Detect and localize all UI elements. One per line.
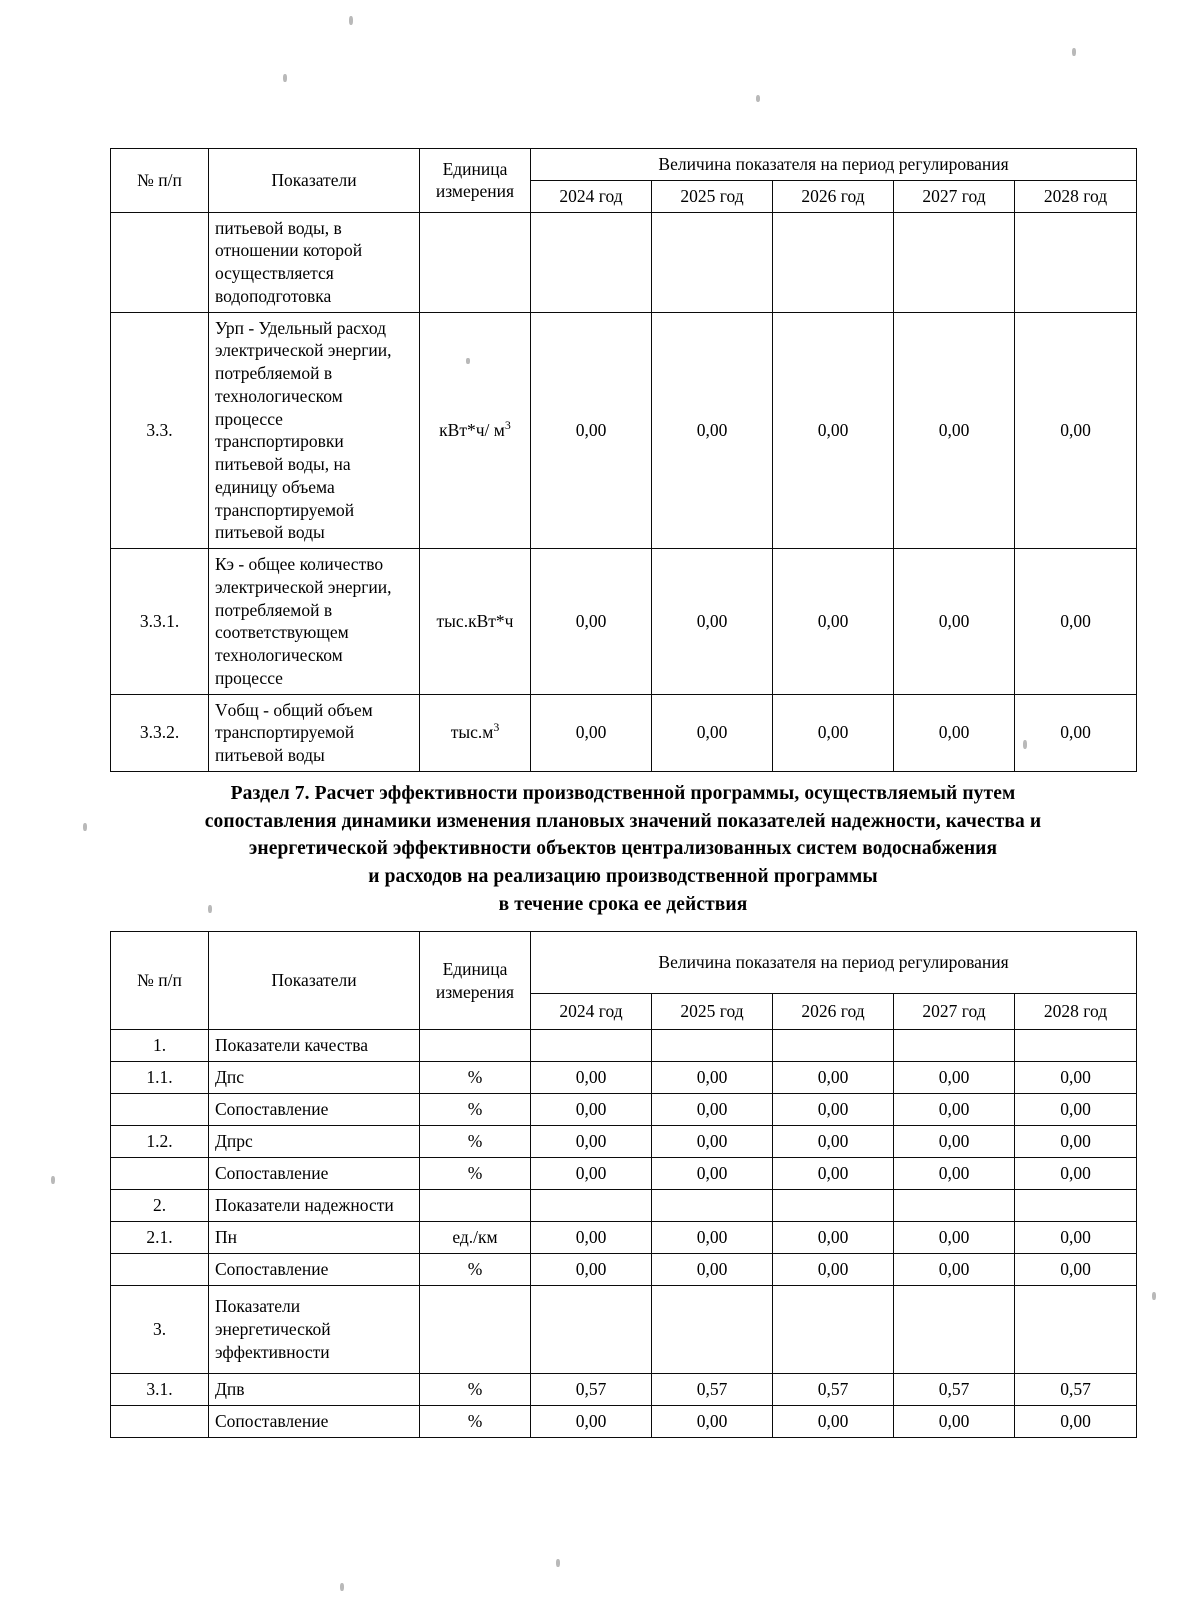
cell-value-2027: 0,00 bbox=[894, 1406, 1015, 1438]
table-row bbox=[111, 1254, 1137, 1286]
scan-speck bbox=[283, 74, 287, 82]
cell-value-2027 bbox=[894, 1190, 1015, 1222]
cell-indicator: Урп - Удельный расход электрической энергии, потребляемой в технологическом процессе транспортировки питьевой воды, на единицу объема транспортируемой питьевой воды bbox=[209, 312, 420, 549]
cell-row-number: 3.3. bbox=[111, 312, 209, 549]
cell-value-2027: 0,00 bbox=[894, 549, 1015, 695]
table-row bbox=[111, 212, 1137, 312]
cell-value-2024: 0,00 bbox=[531, 1406, 652, 1438]
header-year-2025: 2025 год bbox=[652, 994, 773, 1030]
header-col-group-period: Величина показателя на период регулирования bbox=[531, 149, 1137, 181]
cell-indicator: Сопоставление bbox=[209, 1158, 420, 1190]
header-year-2025: 2025 год bbox=[652, 180, 773, 212]
cell-row-number bbox=[111, 1406, 209, 1438]
cell-unit bbox=[420, 1190, 531, 1222]
cell-value-2027: 0,00 bbox=[894, 694, 1015, 771]
cell-row-number: 1.2. bbox=[111, 1126, 209, 1158]
header-col-unit bbox=[420, 932, 531, 1030]
header-year-2028: 2028 год bbox=[1015, 994, 1137, 1030]
cell-unit bbox=[420, 694, 531, 771]
cell-indicator: Кэ - общее количество электрической энергии, потребляемой в соответствующем технологическом процессе bbox=[209, 549, 420, 695]
table-row bbox=[111, 1406, 1137, 1438]
section-heading-line-2: сопоставления динамики изменения плановых значений показателей надежности, качества и bbox=[204, 810, 1042, 832]
cell-value-2028: 0,00 bbox=[1015, 1222, 1137, 1254]
cell-value-2026: 0,00 bbox=[773, 1094, 894, 1126]
cell-value-2026 bbox=[773, 1030, 894, 1062]
cell-value-2027 bbox=[894, 212, 1015, 312]
header-col-indicator: Показатели bbox=[209, 932, 420, 1030]
cell-value-2027: 0,00 bbox=[894, 1126, 1015, 1158]
cell-unit bbox=[420, 212, 531, 312]
cell-value-2024: 0,00 bbox=[531, 694, 652, 771]
cell-unit-superscript: 3 bbox=[504, 418, 511, 433]
cell-value-2024 bbox=[531, 212, 652, 312]
cell-value-2028: 0,00 bbox=[1015, 1126, 1137, 1158]
cell-value-2028 bbox=[1015, 1190, 1137, 1222]
header-year-2024: 2024 год bbox=[531, 994, 652, 1030]
cell-unit: % bbox=[420, 1406, 531, 1438]
header-col-unit-line2: измерения bbox=[435, 181, 515, 202]
cell-row-number: 1. bbox=[111, 1030, 209, 1062]
cell-value-2027 bbox=[894, 1030, 1015, 1062]
cell-value-2025 bbox=[652, 1190, 773, 1222]
cell-value-2024: 0,00 bbox=[531, 549, 652, 695]
cell-row-number bbox=[111, 212, 209, 312]
table-header-row bbox=[111, 149, 1137, 181]
cell-value-2026: 0,00 bbox=[773, 1222, 894, 1254]
header-year-2026: 2026 год bbox=[773, 994, 894, 1030]
header-col-unit-line2: измерения bbox=[435, 981, 515, 1002]
cell-value-2024: 0,00 bbox=[531, 1254, 652, 1286]
cell-indicator: Пн bbox=[209, 1222, 420, 1254]
cell-value-2027: 0,00 bbox=[894, 1222, 1015, 1254]
cell-value-2024: 0,00 bbox=[531, 1094, 652, 1126]
cell-value-2028: 0,00 bbox=[1015, 1062, 1137, 1094]
header-col-unit-line1: Единица bbox=[442, 158, 508, 179]
scan-speck bbox=[51, 1176, 55, 1184]
cell-value-2024: 0,00 bbox=[531, 1158, 652, 1190]
cell-value-2025: 0,00 bbox=[652, 1406, 773, 1438]
cell-value-2025: 0,00 bbox=[652, 1094, 773, 1126]
cell-value-2026 bbox=[773, 1286, 894, 1374]
cell-unit-text: кВт*ч/ м bbox=[439, 419, 505, 440]
cell-value-2027: 0,00 bbox=[894, 1158, 1015, 1190]
table-row bbox=[111, 1094, 1137, 1126]
cell-indicator: Показатели качества bbox=[209, 1030, 420, 1062]
cell-value-2025 bbox=[652, 212, 773, 312]
table-row bbox=[111, 1126, 1137, 1158]
cell-indicator: Vобщ - общий объем транспортируемой питьевой воды bbox=[209, 694, 420, 771]
table-row bbox=[111, 312, 1137, 549]
cell-value-2028: 0,57 bbox=[1015, 1374, 1137, 1406]
cell-indicator: Дпс bbox=[209, 1062, 420, 1094]
cell-value-2026 bbox=[773, 1190, 894, 1222]
table-row bbox=[111, 549, 1137, 695]
cell-value-2024: 0,00 bbox=[531, 312, 652, 549]
table-row bbox=[111, 1190, 1137, 1222]
cell-row-number: 3. bbox=[111, 1286, 209, 1374]
cell-value-2024 bbox=[531, 1190, 652, 1222]
cell-row-number: 2.1. bbox=[111, 1222, 209, 1254]
cell-value-2028: 0,00 bbox=[1015, 549, 1137, 695]
section-heading-line-3: энергетической эффективности объектов централизованных систем водоснабжения bbox=[248, 838, 998, 860]
cell-value-2026 bbox=[773, 212, 894, 312]
cell-value-2025: 0,00 bbox=[652, 1222, 773, 1254]
cell-unit-text: тыс.кВт*ч bbox=[436, 610, 514, 631]
cell-value-2027: 0,57 bbox=[894, 1374, 1015, 1406]
cell-value-2025 bbox=[652, 1030, 773, 1062]
cell-value-2024 bbox=[531, 1030, 652, 1062]
cell-value-2024 bbox=[531, 1286, 652, 1374]
header-year-2024: 2024 год bbox=[531, 180, 652, 212]
cell-row-number bbox=[111, 1254, 209, 1286]
cell-indicator: Показатели энергетической эффективности bbox=[209, 1286, 420, 1374]
scan-speck bbox=[556, 1559, 560, 1567]
cell-value-2027 bbox=[894, 1286, 1015, 1374]
cell-value-2024: 0,00 bbox=[531, 1062, 652, 1094]
cell-value-2026: 0,00 bbox=[773, 1126, 894, 1158]
cell-row-number bbox=[111, 1158, 209, 1190]
table-row bbox=[111, 1286, 1137, 1374]
cell-value-2025: 0,00 bbox=[652, 1254, 773, 1286]
cell-value-2028: 0,00 bbox=[1015, 1094, 1137, 1126]
cell-value-2025 bbox=[652, 1286, 773, 1374]
cell-row-number: 2. bbox=[111, 1190, 209, 1222]
section-heading-line-5: в течение срока ее действия bbox=[498, 893, 748, 915]
cell-indicator: Сопоставление bbox=[209, 1254, 420, 1286]
cell-value-2024: 0,00 bbox=[531, 1126, 652, 1158]
table-row bbox=[111, 1222, 1137, 1254]
cell-value-2028: 0,00 bbox=[1015, 1254, 1137, 1286]
cell-value-2026: 0,00 bbox=[773, 694, 894, 771]
cell-value-2025: 0,00 bbox=[652, 312, 773, 549]
cell-value-2026: 0,00 bbox=[773, 1406, 894, 1438]
cell-value-2027: 0,00 bbox=[894, 1094, 1015, 1126]
header-col-unit bbox=[420, 149, 531, 213]
cell-unit: % bbox=[420, 1062, 531, 1094]
cell-indicator: Показатели надежности bbox=[209, 1190, 420, 1222]
cell-row-number: 3.3.2. bbox=[111, 694, 209, 771]
cell-unit-superscript: 3 bbox=[493, 720, 500, 735]
header-col-number: № п/п bbox=[111, 932, 209, 1030]
header-year-2026: 2026 год bbox=[773, 180, 894, 212]
cell-value-2027: 0,00 bbox=[894, 312, 1015, 549]
cell-unit: % bbox=[420, 1094, 531, 1126]
cell-unit bbox=[420, 312, 531, 549]
cell-indicator: Сопоставление bbox=[209, 1406, 420, 1438]
cell-value-2025: 0,00 bbox=[652, 1126, 773, 1158]
cell-value-2028 bbox=[1015, 1030, 1137, 1062]
header-year-2028: 2028 год bbox=[1015, 180, 1137, 212]
scan-speck bbox=[340, 1583, 344, 1591]
table-row bbox=[111, 1374, 1137, 1406]
cell-unit: % bbox=[420, 1374, 531, 1406]
cell-indicator: Сопоставление bbox=[209, 1094, 420, 1126]
cell-unit bbox=[420, 1030, 531, 1062]
header-year-2027: 2027 год bbox=[894, 180, 1015, 212]
cell-unit bbox=[420, 1286, 531, 1374]
header-year-2027: 2027 год bbox=[894, 994, 1015, 1030]
cell-value-2026: 0,00 bbox=[773, 1158, 894, 1190]
cell-row-number: 3.3.1. bbox=[111, 549, 209, 695]
section-heading-line-4: и расходов на реализацию производственной программы bbox=[368, 866, 878, 888]
table-row bbox=[111, 1158, 1137, 1190]
scan-speck bbox=[1152, 1292, 1156, 1300]
cell-value-2025: 0,00 bbox=[652, 549, 773, 695]
cell-unit bbox=[420, 549, 531, 695]
cell-value-2025: 0,57 bbox=[652, 1374, 773, 1406]
cell-value-2025: 0,00 bbox=[652, 694, 773, 771]
table-row bbox=[111, 1062, 1137, 1094]
cell-unit: ед./км bbox=[420, 1222, 531, 1254]
header-col-indicator: Показатели bbox=[209, 149, 420, 213]
cell-value-2026: 0,00 bbox=[773, 1254, 894, 1286]
cell-value-2026: 0,57 bbox=[773, 1374, 894, 1406]
cell-value-2028: 0,00 bbox=[1015, 1158, 1137, 1190]
cell-unit: % bbox=[420, 1158, 531, 1190]
efficiency-table-body bbox=[111, 1030, 1137, 1438]
cell-row-number: 3.1. bbox=[111, 1374, 209, 1406]
cell-value-2025: 0,00 bbox=[652, 1062, 773, 1094]
cell-value-2024: 0,57 bbox=[531, 1374, 652, 1406]
scan-speck bbox=[1072, 48, 1076, 56]
section-7-heading bbox=[110, 780, 1136, 918]
efficiency-table bbox=[110, 931, 1137, 1438]
cell-value-2024: 0,00 bbox=[531, 1222, 652, 1254]
scan-speck bbox=[83, 823, 87, 831]
cell-value-2027: 0,00 bbox=[894, 1062, 1015, 1094]
cell-value-2026: 0,00 bbox=[773, 1062, 894, 1094]
cell-value-2028 bbox=[1015, 1286, 1137, 1374]
cell-value-2028: 0,00 bbox=[1015, 694, 1137, 771]
cell-value-2028: 0,00 bbox=[1015, 1406, 1137, 1438]
scan-speck bbox=[756, 95, 760, 102]
table-row bbox=[111, 694, 1137, 771]
header-col-group-period: Величина показателя на период регулирования bbox=[531, 932, 1137, 994]
cell-value-2027: 0,00 bbox=[894, 1254, 1015, 1286]
section-heading-line-1: Раздел 7. Расчет эффективности производственной программы, осуществляемый путем bbox=[230, 783, 1016, 804]
cell-value-2025: 0,00 bbox=[652, 1158, 773, 1190]
cell-unit: % bbox=[420, 1126, 531, 1158]
table-header-row bbox=[111, 932, 1137, 994]
cell-value-2026: 0,00 bbox=[773, 549, 894, 695]
cell-unit-text: тыс.м bbox=[450, 722, 494, 743]
table-row bbox=[111, 1030, 1137, 1062]
cell-indicator: питьевой воды, в отношении которой осуществляется водоподготовка bbox=[209, 212, 420, 312]
scan-speck bbox=[349, 16, 353, 25]
cell-value-2028: 0,00 bbox=[1015, 312, 1137, 549]
cell-value-2028 bbox=[1015, 212, 1137, 312]
cell-unit: % bbox=[420, 1254, 531, 1286]
cell-indicator: Дпв bbox=[209, 1374, 420, 1406]
cell-row-number bbox=[111, 1094, 209, 1126]
cell-indicator: Дпрс bbox=[209, 1126, 420, 1158]
cell-value-2026: 0,00 bbox=[773, 312, 894, 549]
cell-row-number: 1.1. bbox=[111, 1062, 209, 1094]
header-col-unit-line1: Единица bbox=[442, 958, 508, 979]
header-col-number: № п/п bbox=[111, 149, 209, 213]
indicators-table-continued bbox=[110, 148, 1137, 772]
